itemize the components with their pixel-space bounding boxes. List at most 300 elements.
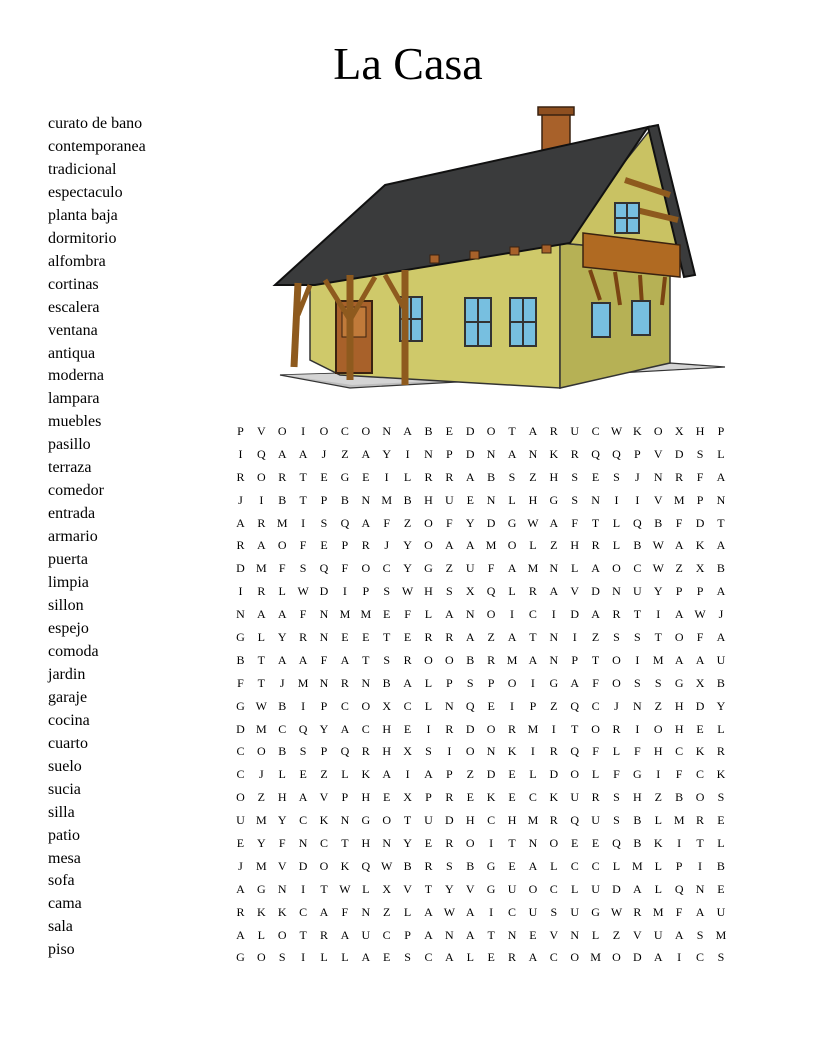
grid-letter: K: [319, 813, 329, 828]
grid-letter: E: [571, 835, 579, 850]
grid-letter: E: [508, 858, 516, 873]
grid-letter: I: [301, 698, 306, 713]
grid-letter: G: [257, 881, 266, 896]
grid-letter: I: [677, 835, 682, 850]
grid-letter: O: [465, 744, 475, 759]
grid-letter: Z: [675, 561, 683, 576]
grid-letter: O: [549, 835, 559, 850]
grid-letter: X: [382, 698, 392, 713]
grid-letter: O: [424, 652, 433, 667]
grid-letter: I: [259, 492, 264, 507]
grid-letter: Y: [403, 538, 412, 553]
grid-row: [230, 512, 731, 535]
house-illustration: [270, 105, 730, 390]
grid-letter: D: [695, 698, 705, 713]
grid-letter: X: [674, 423, 684, 438]
grid-letter: D: [486, 515, 496, 530]
grid-letter: L: [529, 767, 537, 782]
grid-letter: H: [549, 469, 559, 484]
grid-letter: L: [508, 584, 516, 599]
grid-letter: A: [674, 652, 684, 667]
grid-letter: A: [403, 423, 412, 438]
grid-letter: S: [299, 561, 307, 576]
grid-letter: A: [716, 469, 726, 484]
grid-letter: C: [633, 561, 642, 576]
grid-letter: I: [405, 767, 410, 782]
grid-letter: L: [424, 675, 433, 690]
grid-letter: W: [610, 904, 623, 919]
grid-letter: U: [528, 904, 538, 919]
grid-letter: R: [340, 675, 349, 690]
grid-letter: Z: [550, 538, 558, 553]
grid-letter: A: [298, 652, 308, 667]
grid-letter: A: [319, 904, 329, 919]
grid-letter: X: [695, 675, 705, 690]
grid-letter: L: [717, 835, 725, 850]
grid-letter: O: [570, 767, 580, 782]
grid-letter: B: [675, 790, 684, 805]
word-list-item: cocina: [48, 711, 90, 729]
word-list-item: dormitorio: [48, 229, 117, 247]
grid-letter: C: [299, 904, 308, 919]
grid-row: [230, 420, 731, 443]
grid-letter: C: [549, 881, 558, 896]
word-list-item: sofa: [48, 872, 75, 890]
grid-letter: B: [278, 698, 287, 713]
word-search-grid: [230, 420, 731, 969]
grid-letter: I: [489, 835, 494, 850]
grid-letter: N: [445, 698, 454, 713]
grid-letter: O: [653, 423, 663, 438]
word-list-item: cama: [48, 895, 82, 913]
grid-letter: K: [549, 790, 559, 805]
grid-letter: Z: [383, 904, 391, 919]
word-list-item: entrada: [48, 505, 96, 523]
grid-letter: Y: [445, 881, 454, 896]
grid-letter: S: [446, 584, 453, 599]
grid-letter: O: [319, 858, 329, 873]
grid-letter: L: [362, 881, 370, 896]
grid-letter: J: [238, 492, 243, 507]
grid-letter: A: [674, 538, 684, 553]
grid-letter: C: [278, 721, 287, 736]
grid-letter: P: [404, 927, 411, 942]
grid-letter: O: [612, 561, 621, 576]
grid-letter: A: [236, 927, 245, 942]
grid-letter: I: [656, 767, 661, 782]
grid-letter: I: [572, 629, 577, 644]
grid-letter: L: [591, 767, 600, 782]
grid-letter: N: [549, 652, 559, 667]
grid-letter: P: [487, 675, 495, 690]
grid-letter: R: [675, 469, 684, 484]
grid-letter: E: [591, 835, 600, 850]
grid-letter: A: [445, 538, 454, 553]
grid-letter: I: [656, 607, 661, 622]
grid-letter: L: [612, 515, 621, 530]
grid-letter: I: [342, 584, 347, 599]
grid-letter: A: [549, 515, 559, 530]
grid-letter: T: [571, 721, 579, 736]
grid-letter: A: [277, 652, 287, 667]
grid-letter: U: [716, 904, 726, 919]
grid-letter: U: [570, 904, 580, 919]
grid-letter: C: [591, 858, 600, 873]
grid-letter: I: [635, 652, 640, 667]
grid-letter: D: [695, 515, 705, 530]
grid-letter: A: [716, 538, 726, 553]
grid-letter: S: [634, 675, 641, 690]
grid-row: [230, 809, 731, 832]
grid-letter: F: [404, 607, 411, 622]
grid-letter: P: [362, 584, 370, 599]
grid-row: [230, 557, 731, 580]
word-list-item: comoda: [48, 642, 99, 660]
grid-letter: W: [652, 561, 664, 576]
grid-letter: B: [633, 835, 642, 850]
word-list-item: piso: [48, 941, 75, 959]
grid-letter: L: [612, 538, 621, 553]
grid-letter: A: [361, 446, 371, 461]
grid-letter: B: [716, 675, 725, 690]
grid-letter: W: [652, 538, 664, 553]
grid-letter: P: [320, 744, 328, 759]
grid-letter: R: [696, 813, 705, 828]
grid-letter: I: [301, 881, 306, 896]
grid-letter: A: [716, 629, 726, 644]
grid-letter: R: [549, 813, 558, 828]
grid-letter: S: [404, 950, 411, 965]
grid-letter: W: [610, 423, 623, 438]
grid-letter: P: [446, 446, 453, 461]
grid-letter: E: [424, 835, 433, 850]
grid-letter: C: [361, 721, 370, 736]
grid-row: [230, 832, 731, 855]
grid-letter: C: [487, 813, 496, 828]
grid-letter: I: [551, 721, 556, 736]
word-list-item: comedor: [48, 482, 104, 500]
grid-letter: B: [403, 492, 412, 507]
grid-letter: X: [695, 561, 705, 576]
grid-letter: I: [301, 950, 306, 965]
grid-letter: Z: [654, 698, 662, 713]
word-list: [48, 113, 146, 962]
grid-letter: E: [487, 698, 495, 713]
grid-letter: U: [570, 423, 580, 438]
grid-letter: C: [320, 835, 329, 850]
grid-letter: H: [695, 423, 705, 438]
grid-letter: V: [549, 927, 559, 942]
grid-letter: D: [570, 607, 580, 622]
grid-letter: A: [695, 652, 705, 667]
grid-letter: R: [403, 652, 412, 667]
grid-letter: A: [528, 950, 538, 965]
word-list-item: patio: [48, 826, 80, 844]
grid-letter: H: [361, 790, 371, 805]
grid-letter: Q: [319, 561, 329, 576]
grid-letter: B: [633, 538, 642, 553]
grid-letter: W: [401, 584, 414, 599]
grid-letter: D: [465, 446, 475, 461]
grid-letter: I: [698, 858, 703, 873]
grid-letter: L: [654, 858, 662, 873]
grid-letter: L: [612, 744, 621, 759]
grid-letter: M: [632, 858, 643, 873]
grid-letter: O: [257, 744, 266, 759]
grid-letter: O: [591, 721, 600, 736]
grid-letter: K: [507, 744, 517, 759]
word-list-item: antiqua: [48, 344, 96, 362]
grid-letter: B: [340, 492, 349, 507]
grid-letter: C: [696, 767, 705, 782]
grid-letter: R: [549, 744, 558, 759]
grid-letter: K: [257, 904, 266, 919]
grid-letter: R: [549, 423, 558, 438]
grid-letter: E: [383, 607, 391, 622]
grid-row: [230, 466, 731, 489]
grid-letter: D: [319, 584, 329, 599]
grid-letter: D: [674, 446, 684, 461]
grid-letter: W: [381, 858, 393, 873]
grid-letter: V: [277, 858, 287, 873]
word-list-item: puerta: [48, 551, 88, 569]
grid-letter: A: [591, 561, 600, 576]
word-list-item: jardin: [48, 665, 86, 683]
word-list-item: ventana: [48, 321, 98, 339]
grid-letter: E: [717, 813, 725, 828]
grid-letter: C: [340, 423, 349, 438]
grid-row: [230, 878, 731, 901]
grid-letter: L: [571, 881, 579, 896]
grid-letter: D: [591, 584, 600, 599]
grid-letter: A: [674, 927, 684, 942]
grid-letter: P: [634, 446, 641, 461]
grid-letter: Z: [612, 927, 621, 942]
grid-letter: D: [298, 858, 308, 873]
grid-row: [230, 763, 731, 786]
grid-letter: B: [716, 561, 725, 576]
grid-letter: A: [236, 881, 245, 896]
grid-letter: G: [486, 881, 496, 896]
grid-letter: U: [570, 790, 580, 805]
grid-letter: O: [465, 835, 475, 850]
grid-letter: J: [321, 446, 327, 461]
grid-letter: P: [675, 858, 683, 873]
grid-letter: Q: [465, 698, 475, 713]
grid-letter: A: [277, 607, 287, 622]
grid-letter: A: [465, 927, 475, 942]
grid-letter: A: [424, 927, 433, 942]
grid-letter: C: [382, 561, 391, 576]
grid-letter: V: [465, 881, 475, 896]
grid-letter: R: [508, 721, 517, 736]
word-list-item: terraza: [48, 459, 92, 477]
grid-row: [230, 534, 731, 557]
grid-letter: G: [424, 561, 433, 576]
grid-letter: L: [320, 950, 328, 965]
page-title: La Casa: [333, 38, 483, 89]
grid-letter: K: [695, 744, 705, 759]
grid-letter: T: [299, 469, 307, 484]
grid-letter: K: [653, 835, 663, 850]
grid-letter: G: [549, 492, 559, 507]
grid-letter: B: [236, 652, 245, 667]
grid-letter: I: [635, 721, 640, 736]
grid-letter: B: [716, 858, 725, 873]
grid-letter: T: [403, 813, 412, 828]
grid-letter: W: [694, 607, 706, 622]
grid-letter: B: [403, 858, 412, 873]
grid-letter: O: [612, 950, 621, 965]
grid-letter: Y: [403, 835, 412, 850]
grid-letter: E: [320, 469, 328, 484]
grid-letter: Q: [570, 813, 580, 828]
word-list-item: silla: [48, 803, 75, 821]
grid-letter: C: [591, 423, 600, 438]
grid-letter: M: [256, 561, 267, 576]
word-list-item: escalera: [48, 298, 100, 316]
grid-letter: R: [278, 469, 287, 484]
grid-letter: O: [424, 538, 433, 553]
grid-letter: N: [319, 675, 329, 690]
word-list-item: planta baja: [48, 206, 118, 224]
grid-letter: O: [674, 629, 684, 644]
grid-letter: F: [299, 538, 307, 553]
grid-letter: E: [696, 721, 704, 736]
grid-letter: E: [591, 469, 600, 484]
grid-letter: F: [278, 835, 286, 850]
grid-letter: E: [487, 950, 495, 965]
grid-letter: A: [361, 950, 371, 965]
grid-letter: R: [236, 469, 245, 484]
grid-letter: P: [529, 698, 537, 713]
grid-letter: K: [633, 423, 642, 438]
grid-letter: E: [320, 538, 328, 553]
grid-letter: T: [696, 835, 704, 850]
grid-letter: T: [341, 835, 349, 850]
grid-letter: T: [591, 652, 600, 667]
grid-letter: T: [320, 881, 328, 896]
grid-letter: R: [299, 629, 308, 644]
grid-letter: H: [361, 835, 371, 850]
grid-letter: H: [653, 744, 663, 759]
grid-letter: C: [549, 950, 558, 965]
grid-letter: X: [403, 790, 412, 805]
grid-letter: N: [277, 881, 287, 896]
grid-letter: U: [633, 584, 642, 599]
grid-letter: H: [674, 698, 684, 713]
grid-letter: U: [424, 813, 433, 828]
grid-letter: A: [382, 767, 392, 782]
grid-letter: G: [361, 813, 371, 828]
grid-letter: O: [486, 721, 496, 736]
grid-letter: J: [238, 858, 243, 873]
grid-letter: A: [277, 446, 287, 461]
grid-letter: N: [361, 492, 371, 507]
grid-letter: A: [340, 927, 350, 942]
grid-letter: W: [443, 904, 456, 919]
grid-letter: F: [571, 515, 579, 530]
grid-row: [230, 855, 731, 878]
grid-letter: R: [236, 538, 245, 553]
grid-letter: I: [238, 584, 243, 599]
grid-letter: P: [675, 584, 683, 599]
grid-letter: A: [403, 675, 412, 690]
grid-letter: S: [383, 584, 391, 599]
grid-letter: M: [339, 607, 351, 622]
grid-letter: S: [717, 950, 725, 965]
grid-letter: R: [424, 858, 433, 873]
grid-row: [230, 443, 731, 466]
grid-letter: T: [529, 629, 537, 644]
grid-letter: X: [382, 881, 392, 896]
grid-letter: O: [257, 950, 266, 965]
grid-letter: V: [403, 881, 412, 896]
grid-letter: M: [506, 652, 518, 667]
word-list-item: muebles: [48, 413, 102, 431]
word-list-item: contemporanea: [48, 137, 146, 155]
grid-letter: L: [424, 698, 433, 713]
grid-letter: S: [571, 492, 579, 507]
word-list-item: espectaculo: [48, 183, 123, 201]
word-list-item: mesa: [48, 849, 81, 867]
grid-letter: Z: [445, 561, 454, 576]
grid-letter: P: [341, 790, 349, 805]
grid-letter: N: [340, 813, 350, 828]
grid-letter: F: [383, 515, 391, 530]
grid-letter: T: [257, 652, 265, 667]
grid-letter: U: [591, 881, 600, 896]
grid-letter: F: [299, 607, 307, 622]
grid-letter: O: [486, 607, 496, 622]
grid-letter: F: [675, 515, 683, 530]
grid-letter: S: [717, 790, 725, 805]
grid-letter: U: [465, 561, 475, 576]
grid-letter: P: [425, 790, 432, 805]
grid-letter: A: [528, 858, 538, 873]
grid-letter: S: [550, 904, 558, 919]
word-list-item: curato de bano: [48, 115, 143, 132]
grid-letter: B: [633, 813, 642, 828]
grid-letter: N: [633, 698, 642, 713]
grid-letter: N: [528, 835, 538, 850]
grid-letter: Y: [277, 813, 287, 828]
grid-letter: K: [361, 767, 371, 782]
grid-letter: N: [319, 629, 329, 644]
grid-letter: V: [257, 423, 266, 438]
grid-letter: R: [424, 469, 433, 484]
word-list-item: garaje: [48, 688, 88, 706]
grid-letter: N: [486, 744, 496, 759]
grid-letter: Z: [257, 790, 265, 805]
grid-letter: P: [446, 767, 453, 782]
grid-letter: M: [527, 813, 539, 828]
grid-letter: C: [236, 767, 245, 782]
grid-letter: N: [507, 927, 517, 942]
grid-letter: D: [633, 950, 642, 965]
grid-letter: Q: [612, 446, 621, 461]
grid-letter: H: [382, 744, 392, 759]
grid-letter: T: [654, 629, 662, 644]
grid-letter: B: [654, 515, 663, 530]
grid-letter: A: [465, 904, 475, 919]
grid-letter: U: [653, 927, 663, 942]
grid-letter: Q: [340, 744, 350, 759]
grid-letter: E: [299, 767, 307, 782]
grid-letter: E: [341, 629, 349, 644]
grid-letter: G: [549, 675, 559, 690]
grid-letter: O: [528, 881, 538, 896]
